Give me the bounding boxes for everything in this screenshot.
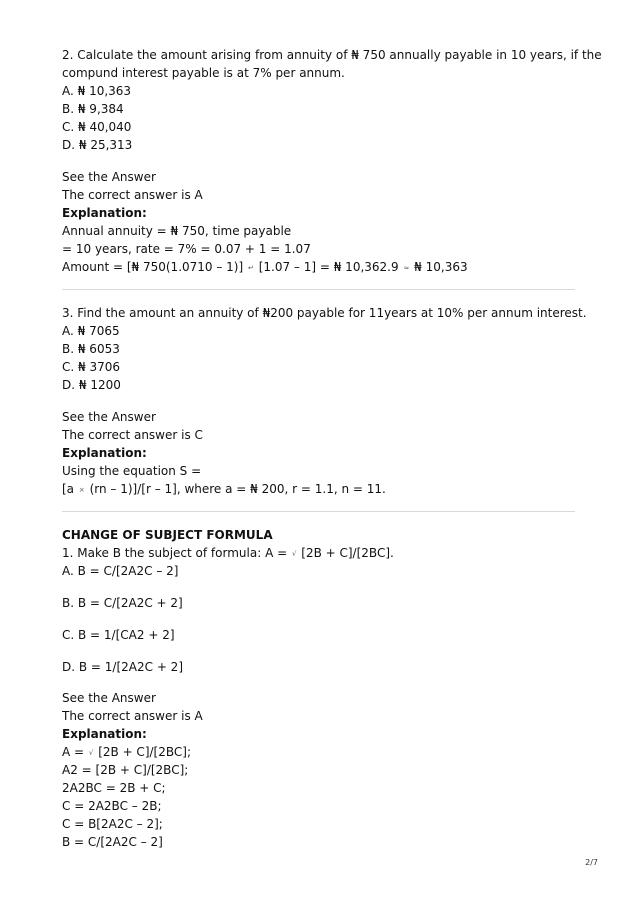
q3-question: 3. Find the amount an annuity of ₦200 payable for 11years at 10% per annum interest.	[62, 306, 587, 320]
q3-exp-part-b: (rn – 1)]/[r – 1], where a = ₦ 200, r = 1.1, n = 11.	[89, 482, 386, 496]
q3-explanation-line2	[62, 480, 386, 499]
division-glyph-icon: ↵	[248, 263, 254, 272]
q3-explanation-label: Explanation:	[62, 446, 147, 460]
q2-exp-part-b: [1.07 – 1] = ₦ 10,362.9	[258, 260, 399, 274]
cs-exp-part-a: A =	[62, 745, 85, 759]
q3-exp-part-a: [a	[62, 482, 75, 496]
cs-question	[62, 544, 394, 563]
q3-correct-answer: The correct answer is C	[62, 428, 203, 442]
q2-question-line2: compund interest payable is at 7% per annum.	[62, 66, 345, 80]
q3-explanation-line1: Using the equation S =	[62, 464, 202, 478]
q2-exp-part-c: ₦ 10,363	[414, 260, 468, 274]
cs-option-d: D. B = 1/[2A2C + 2]	[62, 660, 184, 674]
q2-correct-answer: The correct answer is A	[62, 188, 203, 202]
sqrt-glyph-icon: √	[291, 549, 297, 558]
multiply-glyph-icon: ×	[78, 485, 85, 494]
q3-option-c: C. ₦ 3706	[62, 360, 120, 374]
q2-explanation-label: Explanation:	[62, 206, 147, 220]
cs-see-answer: See the Answer	[62, 691, 156, 705]
cs-question-part-b: [2B + C]/[2BC].	[301, 546, 394, 560]
q3-option-d: D. ₦ 1200	[62, 378, 121, 392]
q2-option-b: B. ₦ 9,384	[62, 102, 124, 116]
q2-option-d: D. ₦ 25,313	[62, 138, 133, 152]
cs-explanation-line2: A2 = [2B + C]/[2BC];	[62, 763, 189, 777]
q3-see-answer: See the Answer	[62, 410, 156, 424]
divider-2	[62, 511, 575, 512]
cs-option-c: C. B = 1/[CA2 + 2]	[62, 628, 175, 642]
cs-explanation-line3: 2A2BC = 2B + C;	[62, 781, 166, 795]
q2-option-a: A. ₦ 10,363	[62, 84, 132, 98]
cs-option-b: B. B = C/[2A2C + 2]	[62, 596, 183, 610]
q2-see-answer: See the Answer	[62, 170, 156, 184]
q2-exp-part-a: Amount = [₦ 750(1.0710 – 1)]	[62, 260, 244, 274]
q2-option-c: C. ₦ 40,040	[62, 120, 132, 134]
cs-explanation-line6: B = C/[2A2C – 2]	[62, 835, 163, 849]
cs-explanation-label: Explanation:	[62, 727, 147, 741]
divider-1	[62, 289, 575, 290]
q2-explanation-line1: Annual annuity = ₦ 750, time payable	[62, 224, 292, 238]
cs-question-part-a: 1. Make B the subject of formula: A =	[62, 546, 288, 560]
cs-exp-part-b: [2B + C]/[2BC];	[98, 745, 191, 759]
cs-explanation-line1	[62, 743, 191, 762]
cs-option-a: A. B = C/[2A2C – 2]	[62, 564, 179, 578]
q3-option-a: A. ₦ 7065	[62, 324, 120, 338]
cs-correct-answer: The correct answer is A	[62, 709, 203, 723]
page-number: 2/7	[585, 858, 598, 867]
q2-explanation-line3	[62, 258, 468, 277]
q3-option-b: B. ₦ 6053	[62, 342, 120, 356]
sqrt-glyph-icon: √	[88, 748, 94, 757]
q2-explanation-line2: = 10 years, rate = 7% = 0.07 + 1 = 1.07	[62, 242, 311, 256]
q2-question-line1: 2. Calculate the amount arising from annuity of ₦ 750 annually payable in 10 years, if the	[62, 48, 602, 62]
approx-glyph-icon: ≈	[403, 263, 410, 272]
cs-explanation-line4: C = 2A2BC – 2B;	[62, 799, 162, 813]
cs-explanation-line5: C = B[2A2C – 2];	[62, 817, 163, 831]
section-heading: CHANGE OF SUBJECT FORMULA	[62, 528, 273, 542]
